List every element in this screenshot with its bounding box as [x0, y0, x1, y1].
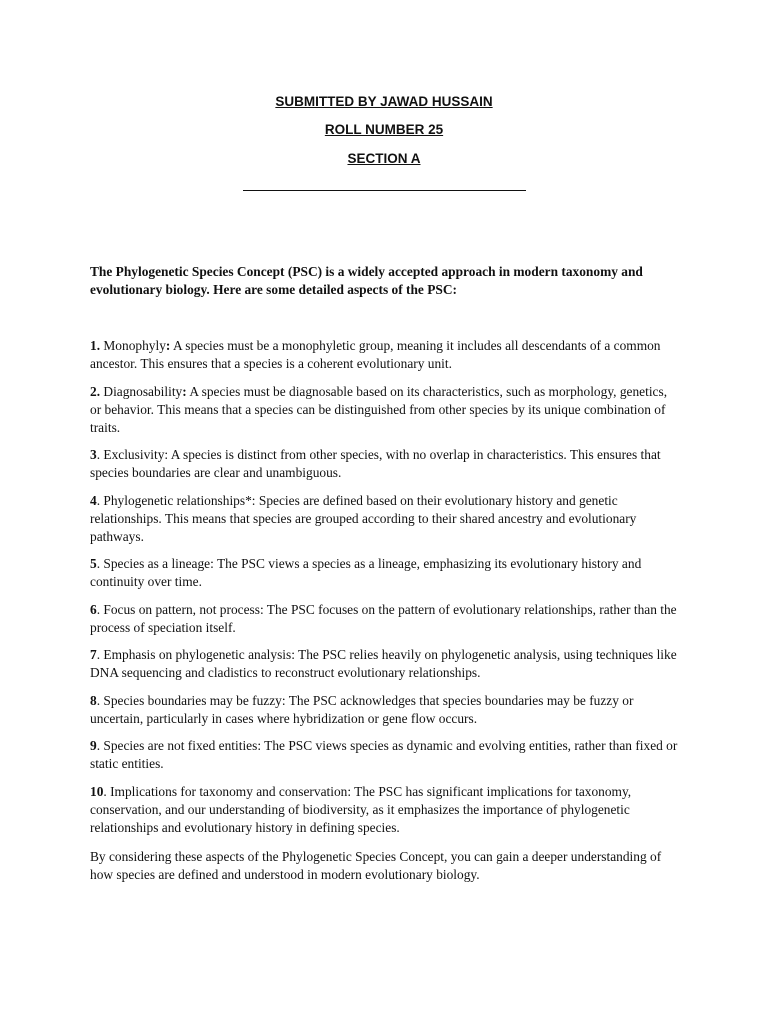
aspect-number: 4 — [90, 493, 97, 508]
aspect-colon: : — [251, 493, 256, 508]
aspect-number: 8 — [90, 693, 97, 708]
aspect-term: . Focus on pattern, not process — [96, 602, 260, 617]
aspect-number: 2. — [90, 384, 101, 399]
aspect-item-8 — [90, 692, 680, 728]
aspect-text: The PSC focuses on the pattern of evolutionary relationships, rather than the process of speciation itself. — [90, 602, 677, 635]
aspect-number: 6 — [90, 602, 97, 617]
aspect-colon: : — [291, 647, 295, 662]
aspect-item-10 — [90, 783, 680, 837]
closing-paragraph: By considering these aspects of the Phylogenetic Species Concept, you can gain a deeper understanding of how species are defined and understood in modern evolutionary biology. — [90, 849, 662, 882]
aspect-text: The PSC views species as dynamic and evolving entities, rather than fixed or static entities. — [90, 738, 678, 771]
aspect-item-7 — [90, 646, 680, 682]
aspect-colon: : — [347, 784, 352, 799]
submitted-by-heading: SUBMITTED BY JAWAD HUSSAIN — [275, 94, 493, 109]
aspect-item-3 — [90, 446, 680, 482]
aspect-item-9 — [90, 737, 680, 773]
aspect-text: A species must be a monophyletic group, meaning it includes all descendants of a common ancestor. This ensures that a species is a coherent evolutionary unit. — [90, 338, 661, 371]
aspect-term: . Species are not fixed entities — [96, 738, 258, 753]
aspect-colon: : — [281, 693, 286, 708]
aspect-colon: : — [257, 738, 262, 753]
aspect-number: 1. — [90, 338, 101, 353]
aspect-term: Diagnosability — [100, 384, 183, 399]
aspect-text: A species is distinct from other species, with no overlap in characteristics. This ensures that species boundaries are clear and unambiguous. — [90, 447, 661, 480]
aspect-term: . Species boundaries may be fuzzy — [96, 693, 282, 708]
aspect-text: Species are defined based on their evolutionary history and genetic relationships. This means that species are grouped according to their shared ancestry and evolutionary pathways. — [90, 493, 637, 544]
header-divider — [243, 190, 526, 191]
aspect-number: 3 — [90, 447, 97, 462]
aspect-text: A species must be diagnosable based on its characteristics, such as morphology, genetics, or behavior. This means that a species can be distinguished from other species by its unique combination of traits. — [90, 384, 668, 435]
aspect-term: . Emphasis on phylogenetic analysis — [96, 647, 292, 662]
aspect-item-5 — [90, 555, 680, 591]
aspect-number: 7 — [90, 647, 97, 662]
aspect-term: . Phylogenetic relationships* — [96, 493, 252, 508]
aspect-term: . Exclusivity — [96, 447, 165, 462]
aspect-number: 10 — [90, 784, 104, 799]
aspect-text: The PSC relies heavily on phylogenetic analysis, using techniques like DNA sequencing and cladistics to reconstruct evolutionary relationships. — [90, 647, 677, 680]
section-heading: SECTION A — [347, 151, 421, 166]
aspect-item-6 — [90, 601, 680, 637]
roll-number-heading: ROLL NUMBER 25 — [324, 122, 444, 137]
aspect-colon: : — [210, 556, 214, 571]
aspect-text: The PSC has significant implications for taxonomy, conservation, and our understanding of biodiversity, as it emphasizes the importance of phylogenetic relationships and evolutionary history in defining species. — [90, 784, 632, 835]
aspect-number: 9 — [90, 738, 97, 753]
aspect-item-4 — [90, 492, 680, 546]
aspect-number: 5 — [90, 556, 97, 571]
aspect-term: Monophyly — [100, 338, 166, 353]
aspect-term: . Implications for taxonomy and conservation — [103, 784, 348, 799]
aspect-colon: : — [164, 447, 169, 462]
aspect-text: The PSC acknowledges that species boundaries may be fuzzy or uncertain, particularly in cases where hybridization or gene flow occurs. — [90, 693, 634, 726]
aspect-item-1 — [90, 337, 680, 373]
aspect-colon: : — [259, 602, 264, 617]
aspect-term: . Species as a lineage — [96, 556, 211, 571]
aspect-colon: : — [182, 384, 187, 399]
aspect-colon: : — [165, 338, 171, 353]
intro-paragraph: The Phylogenetic Species Concept (PSC) is a widely accepted approach in modern taxonomy and evolutionary biology. Here are some detailed aspects of the PSC: — [90, 264, 643, 297]
aspect-text: The PSC views a species as a lineage, emphasizing its evolutionary history and continuity over time. — [90, 556, 642, 589]
aspect-item-2 — [90, 383, 680, 437]
